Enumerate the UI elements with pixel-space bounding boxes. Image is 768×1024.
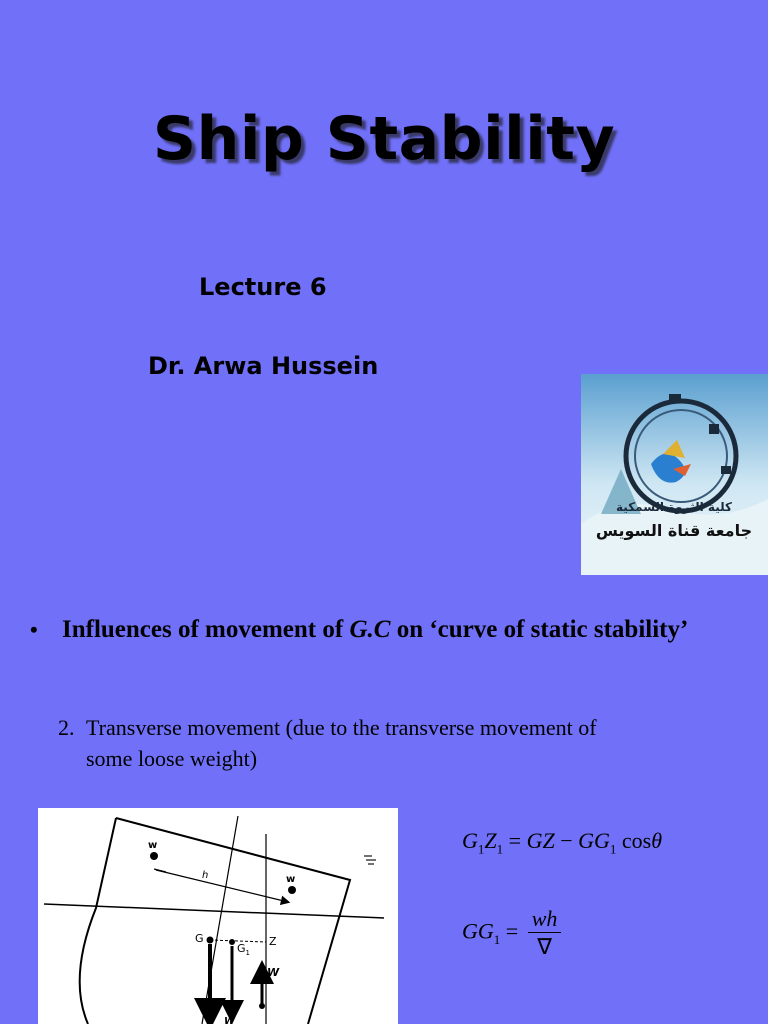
bullet-dot-icon: • — [30, 617, 38, 642]
formula-gg1 — [462, 906, 561, 961]
f1-lhs-a-sub: 1 — [477, 841, 485, 857]
f1-lhs-b: Z — [484, 828, 497, 853]
bullet-text-italic: G.C — [349, 616, 391, 643]
bullet-text-before: Influences of movement of — [62, 616, 350, 643]
f1-rhs-b-sub: 1 — [609, 841, 617, 857]
sub-point — [58, 712, 738, 774]
f1-theta: θ — [651, 828, 663, 853]
university-logo — [581, 374, 768, 575]
shift-arrow — [156, 870, 288, 902]
sub-point-number: 2. — [58, 715, 75, 740]
weight-moved — [288, 886, 296, 894]
point-b — [259, 1003, 265, 1009]
f2-lhs-sub: 1 — [493, 931, 501, 947]
logo-line2: جامعة قناة السويس — [595, 521, 753, 540]
lecture-number: Lecture 6 — [199, 273, 327, 301]
label-z: Z — [269, 935, 277, 948]
f2-lhs: GG — [462, 918, 494, 944]
f1-minus: − — [554, 828, 579, 853]
label-h: h — [202, 870, 209, 881]
stability-diagram — [38, 808, 398, 1024]
f1-rhs-b: GG — [578, 828, 610, 853]
f2-numerator: wh — [528, 906, 562, 933]
sub-point-line1: Transverse movement (due to the transverse movement of — [86, 715, 597, 740]
hull-side — [80, 818, 116, 1024]
bullet-text-after: on ‘curve of static stability’ — [390, 616, 689, 643]
bullet-text — [62, 612, 732, 648]
f1-cos: cos — [616, 828, 652, 853]
label-w-top: w — [148, 840, 158, 851]
label-g1: $G_1$ — [237, 942, 250, 957]
slide-title: Ship Stability — [152, 104, 616, 174]
point-g1 — [229, 939, 235, 945]
logo-image — [581, 374, 768, 575]
author-name: Dr. Arwa Hussein — [148, 352, 379, 380]
diagram-drawing — [38, 808, 398, 1024]
f1-rhs-a: GZ — [526, 828, 555, 853]
formula-gz — [462, 828, 662, 857]
f2-denominator: ∇ — [537, 934, 552, 959]
label-w-mid: w — [286, 874, 296, 885]
label-g: G — [195, 932, 204, 945]
f1-eq: = — [503, 828, 527, 853]
sub-point-line2: some loose weight) — [86, 746, 258, 771]
f1-lhs-b-sub: 1 — [496, 841, 504, 857]
label-w-bottom: W — [224, 1016, 236, 1024]
weight-initial — [150, 852, 158, 860]
label-w-upper: W — [267, 966, 280, 979]
f1-lhs-a: G — [462, 828, 478, 853]
logo-line1: كلية الثروة السمكية — [616, 500, 732, 514]
f2-fraction — [528, 906, 562, 961]
scan-artifact — [364, 856, 376, 864]
f2-eq: = — [500, 918, 524, 944]
